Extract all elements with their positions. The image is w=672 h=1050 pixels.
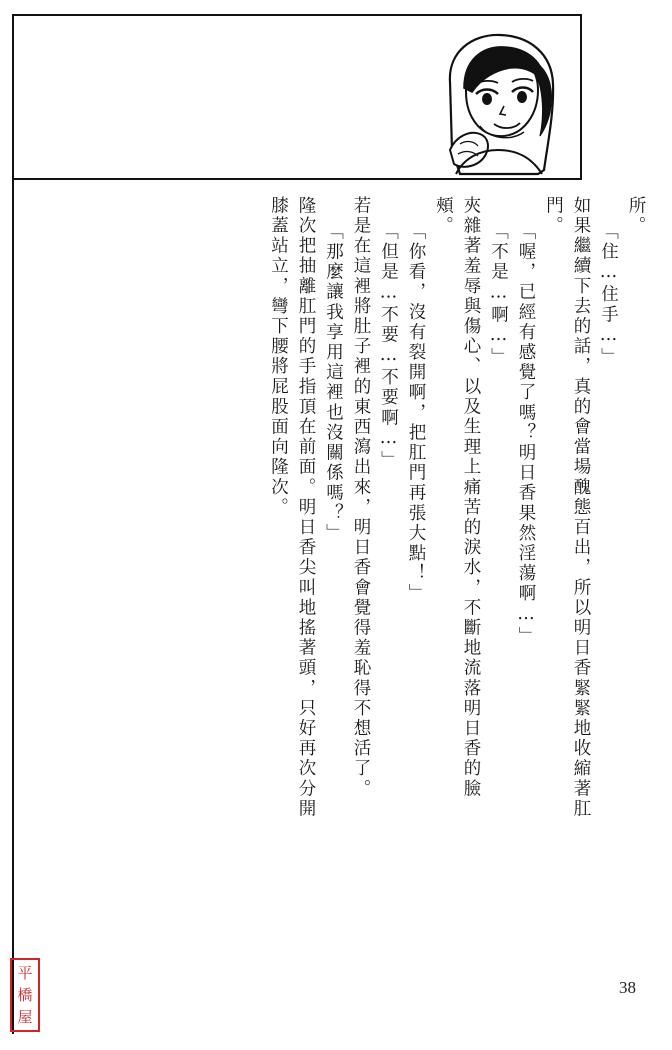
- text-column: 若是在這裡將肚子裡的東西瀉出來，明日香會覺得羞恥得不想活了。: [351, 196, 371, 799]
- vertical-text-body: [104, 196, 644, 956]
- illustration-panel-bottom-border: [12, 178, 582, 180]
- page-border-left: [12, 14, 14, 1034]
- page-number: 38: [619, 978, 636, 997]
- publisher-seal-stamp: [10, 958, 40, 1032]
- manga-girl-portrait-illustration: [420, 30, 570, 176]
- text-column: 「你看，沒有裂開啊，把肛門再張大點！」: [406, 222, 426, 604]
- seal-character: 橋: [17, 985, 33, 1004]
- page-border-right: [580, 14, 582, 180]
- text-column: 「不是…啊…」: [488, 222, 509, 368]
- seal-character: 平: [17, 963, 33, 982]
- text-column: 所。: [626, 196, 646, 237]
- seal-character: 屋: [17, 1007, 33, 1026]
- text-column: 「喔，已經有感覺了嗎？明日香果然淫蕩啊…」: [516, 222, 536, 647]
- text-column: 隆次把抽離肛門的手指頂在前面。明日香尖叫地搖著頭，只好再次分開: [296, 196, 316, 820]
- text-column: 「但是…不要…不要啊…」: [378, 222, 399, 471]
- text-column: 膝蓋站立，彎下腰將屁股面向隆次。: [268, 196, 289, 518]
- text-column: 夾雜著羞辱與傷心、以及生理上痛苦的淚水，不斷地流落明日香的臉: [461, 196, 481, 799]
- text-column: 頰。: [433, 196, 454, 237]
- text-column: 「住…住手…」: [598, 222, 619, 368]
- text-column: 「那麼讓我享用這裡也沒關係嗎？」: [323, 222, 344, 544]
- text-column: 門。: [543, 196, 564, 237]
- page-border-top: [12, 14, 582, 16]
- text-column: 如果繼續下去的話，真的會當場醜態百出，所以明日香緊緊地收縮著肛: [571, 196, 591, 820]
